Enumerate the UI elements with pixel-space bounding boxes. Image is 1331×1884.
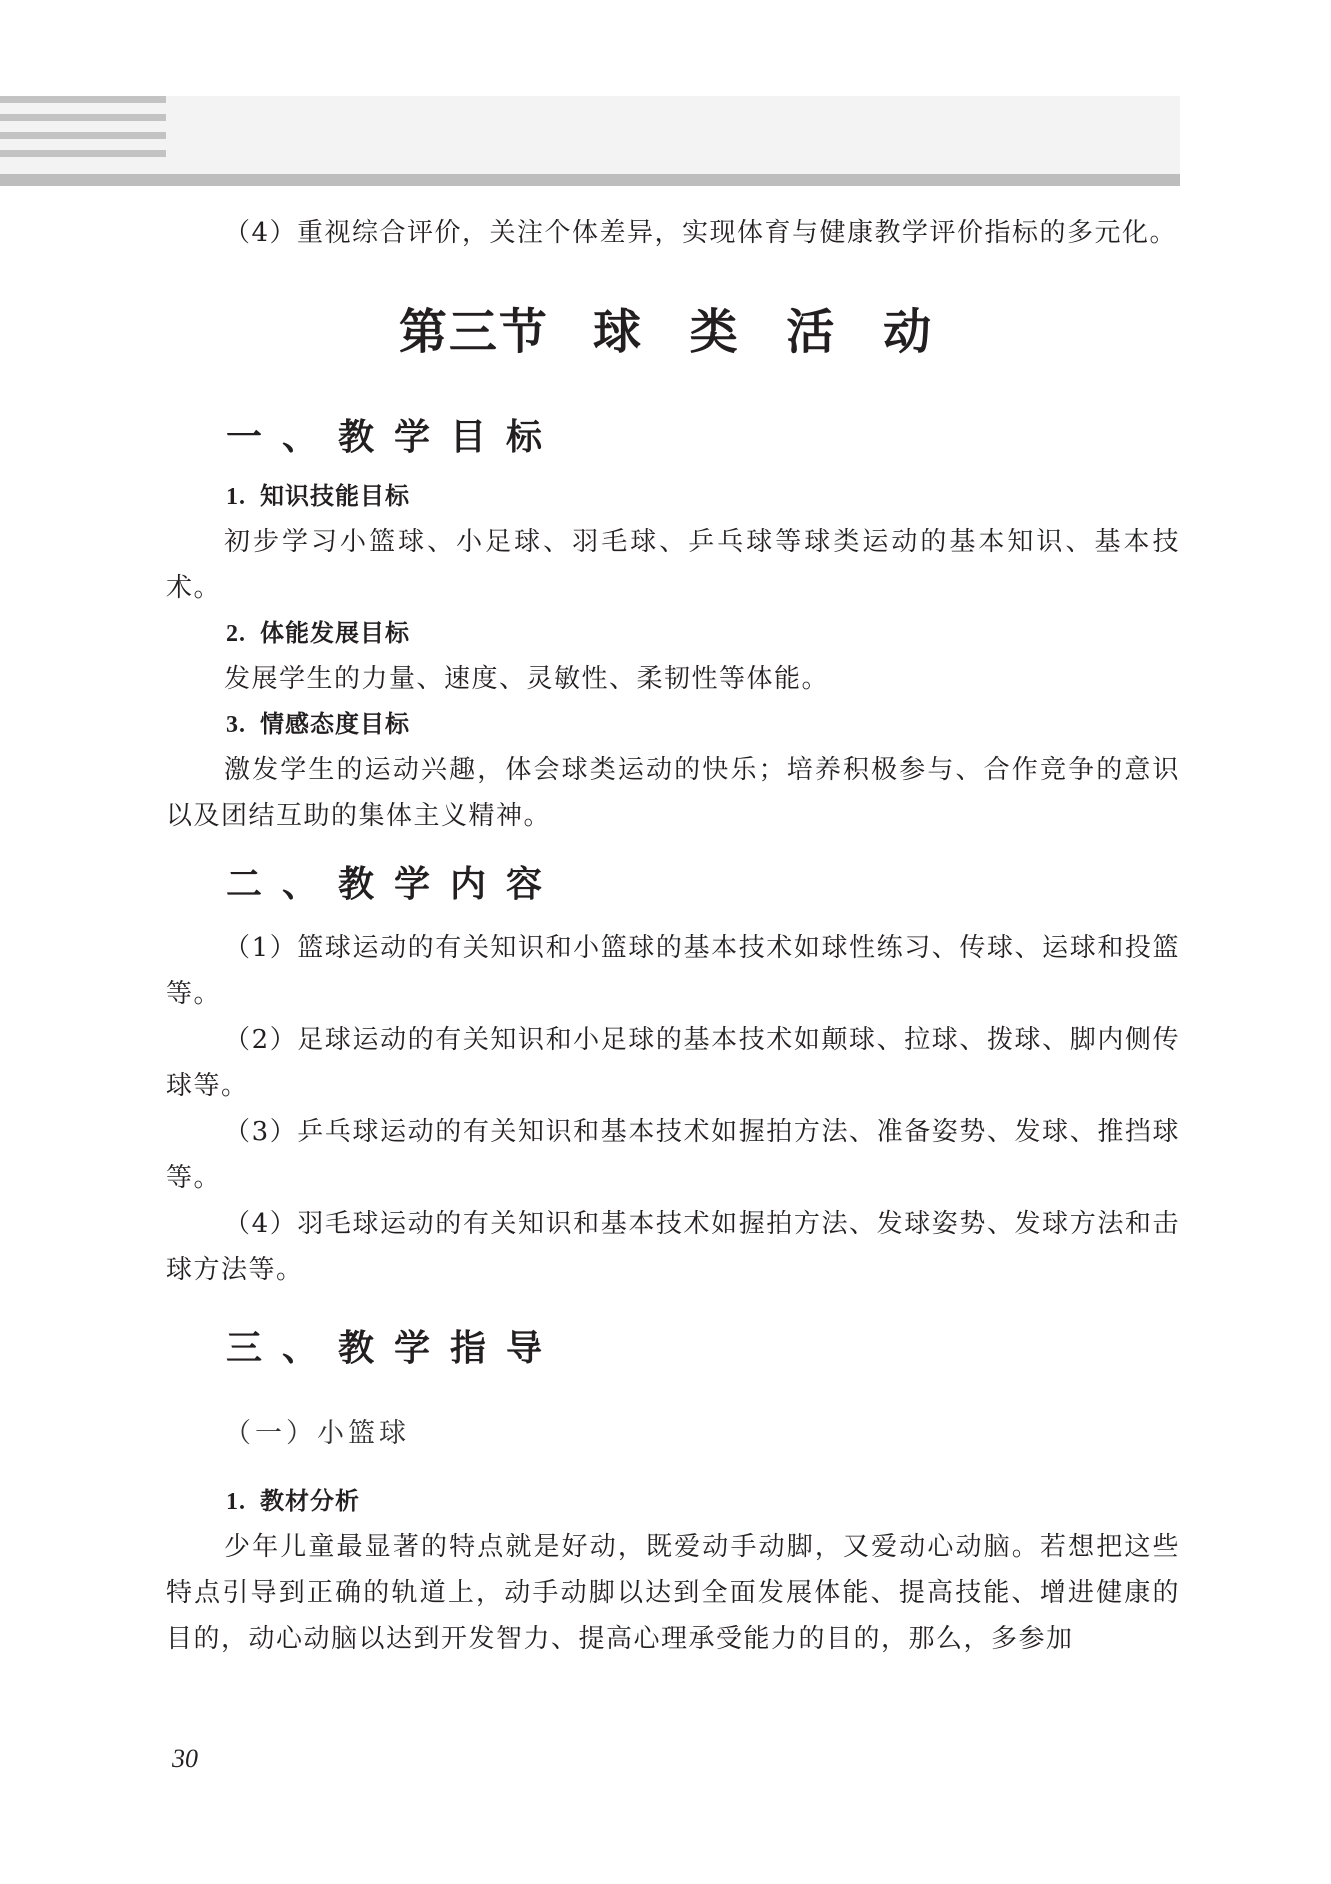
section-title [166, 302, 1180, 362]
subheading-material-analysis: 1. 教材分析 [226, 1487, 360, 1515]
paragraph-emotion-attitude: 激发学生的运动兴趣，体会球类运动的快乐；培养积极参与、合作竞争的意识以及团结互助的集体主义精神。 [166, 755, 1180, 831]
section-name: 球 类 活 动 [592, 304, 948, 360]
header-rule [0, 174, 1180, 186]
paragraph-knowledge-skills: 初步学习小篮球、小足球、羽毛球、乒乓球等球类运动的基本知识、基本技术。 [166, 527, 1180, 603]
paragraph-material-analysis: 少年儿童最显著的特点就是好动，既爱动手动脚，又爱动心动脑。若想把这些特点引导到正确的轨道上，动手动脚以达到全面发展体能、提高技能、增进健康的目的，动心动脑以达到开发智力、提高心理承受能力的目的，那么，多参加 [166, 1532, 1180, 1654]
header-stripe [0, 132, 166, 139]
page-number: 30 [172, 1744, 198, 1773]
content-paragraph: （2）足球运动的有关知识和小足球的基本技术如颠球、拉球、拨球、脚内侧传球等。 [166, 1025, 1180, 1101]
section-number: 第三节 [398, 304, 549, 360]
content-paragraph: （4）羽毛球运动的有关知识和基本技术如握拍方法、发球姿势、发球方法和击球方法等。 [166, 1209, 1180, 1285]
header-band [0, 96, 1180, 174]
header-stripe [0, 150, 166, 157]
heading-teaching-content: 二、教学内容 [226, 864, 563, 905]
heading-teaching-goals: 一、教学目标 [226, 417, 563, 458]
page-header-decoration [0, 96, 1180, 186]
paragraph-fitness-development: 发展学生的力量、速度、灵敏性、柔韧性等体能。 [224, 664, 830, 694]
header-stripe [0, 96, 166, 103]
subsection-mini-basketball: （一）小篮球 [224, 1418, 410, 1449]
intro-paragraph: （4）重视综合评价，关注个体差异，实现体育与健康教学评价指标的多元化。 [224, 218, 1178, 248]
subheading-knowledge-skills: 1. 知识技能目标 [226, 482, 410, 510]
heading-teaching-guidance: 三、教学指导 [226, 1328, 563, 1369]
header-stripe [0, 114, 166, 121]
content-paragraph: （1）篮球运动的有关知识和小篮球的基本技术如球性练习、传球、运球和投篮等。 [166, 933, 1180, 1009]
subheading-fitness-development: 2. 体能发展目标 [226, 619, 410, 647]
page-content [166, 210, 1180, 1662]
subheading-emotion-attitude: 3. 情感态度目标 [226, 710, 410, 738]
content-paragraph: （3）乒乓球运动的有关知识和基本技术如握拍方法、准备姿势、发球、推挡球等。 [166, 1117, 1180, 1193]
